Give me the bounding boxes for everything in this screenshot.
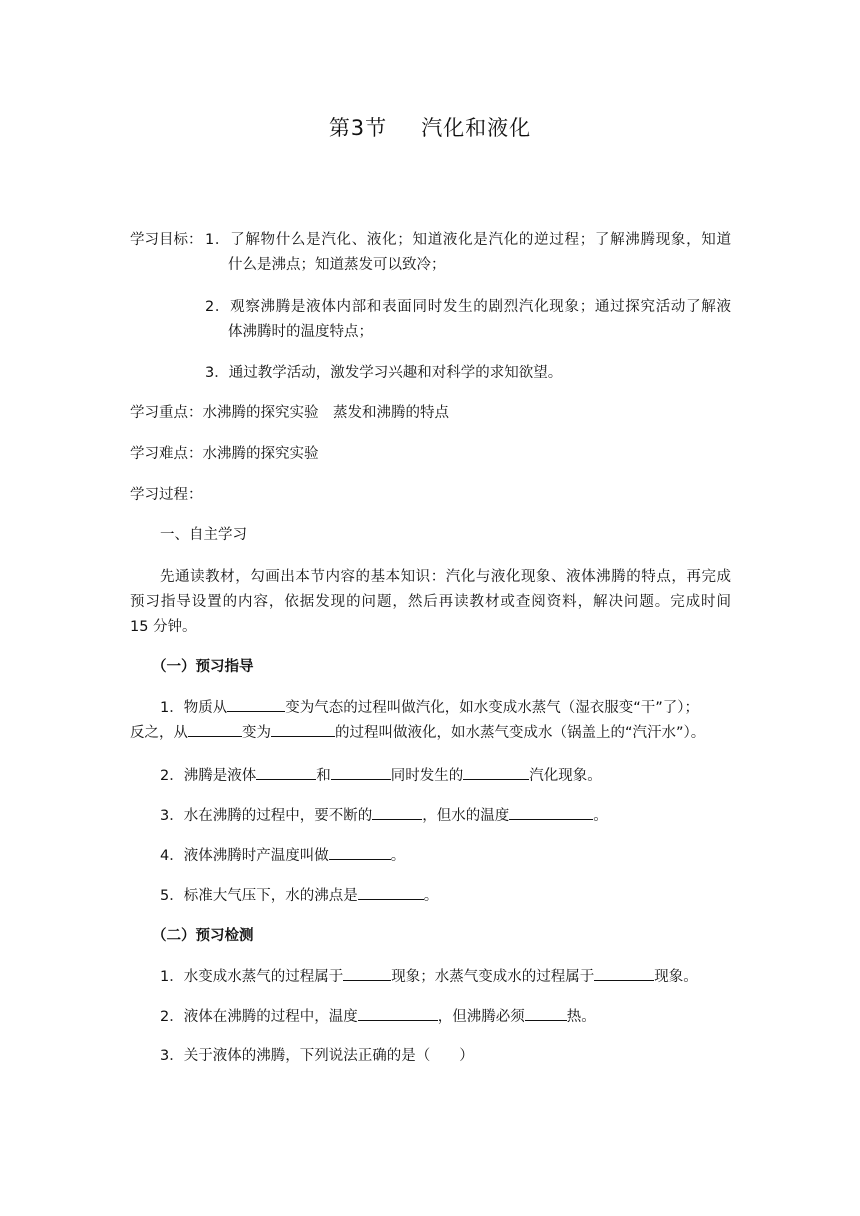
guide-q4: 4．液体沸腾时产温度叫做 。 bbox=[160, 845, 405, 866]
answer-blank[interactable] bbox=[525, 1006, 567, 1021]
answer-blank[interactable] bbox=[331, 765, 391, 780]
section-number: 第3节 bbox=[328, 116, 388, 140]
process-label: 学习过程： bbox=[130, 487, 203, 503]
answer-blank[interactable] bbox=[594, 966, 654, 981]
guide-heading: （一）预习指导 bbox=[152, 659, 254, 675]
page-title bbox=[0, 112, 860, 142]
answer-blank[interactable] bbox=[271, 722, 335, 737]
difficulties: 学习难点：水沸腾的探究实验 bbox=[130, 446, 319, 462]
section-topic: 汽化和液化 bbox=[421, 116, 532, 140]
objective-2-line-1: 2．观察沸腾是液体内部和表面同时发生的剧烈汽化现象；通过探究活动了解液 bbox=[205, 299, 731, 315]
intro-line-1: 先通读教材，勾画出本节内容的基本知识：汽化与液化现象、液体沸腾的特点，再完成 bbox=[160, 569, 731, 585]
answer-blank[interactable] bbox=[188, 722, 242, 737]
answer-blank[interactable] bbox=[358, 885, 424, 900]
guide-q3: 3．水在沸腾的过程中，要不断的 ，但水的温度 。 bbox=[160, 805, 608, 826]
guide-q1-line-1: 1．物质从 变为气态的过程叫做汽化，如水变成水蒸气（湿衣服变“干”了）； bbox=[160, 697, 699, 718]
intro-line-3: 15 分钟。 bbox=[130, 619, 197, 635]
objective-1-line-1: 1．了解物什么是汽化、液化；知道液化是汽化的逆过程；了解沸腾现象，知道 bbox=[205, 232, 731, 248]
answer-blank[interactable] bbox=[256, 765, 316, 780]
check-q1: 1．水变成水蒸气的过程属于 现象；水蒸气变成水的过程属于 现象。 bbox=[160, 966, 698, 987]
intro-line-2: 预习指导设置的内容，依据发现的问题，然后再读教材或查阅资料，解决问题。完成时间 bbox=[130, 594, 731, 610]
check-q2: 2．液体在沸腾的过程中，温度 ，但沸腾必须 热。 bbox=[160, 1006, 596, 1027]
answer-blank[interactable] bbox=[329, 845, 391, 860]
answer-blank[interactable] bbox=[463, 765, 529, 780]
objective-1-line-2: 什么是沸点；知道蒸发可以致冷； bbox=[228, 257, 446, 273]
check-heading: （二）预习检测 bbox=[152, 928, 254, 944]
answer-blank[interactable] bbox=[227, 697, 285, 712]
objective-3: 3．通过教学活动，激发学习兴趣和对科学的求知欲望。 bbox=[205, 365, 563, 381]
answer-blank[interactable] bbox=[343, 966, 391, 981]
guide-q5: 5．标准大气压下，水的沸点是 。 bbox=[160, 885, 438, 906]
guide-q1-line-2: 反之，从 变为 的过程叫做液化，如水蒸气变成水（锅盖上的“汽汗水”）。 bbox=[130, 722, 705, 743]
answer-blank[interactable] bbox=[372, 805, 422, 820]
answer-blank[interactable] bbox=[509, 805, 593, 820]
guide-q2: 2．沸腾是液体 和 同时发生的 汽化现象。 bbox=[160, 765, 602, 786]
answer-blank[interactable] bbox=[358, 1006, 438, 1021]
part1-heading: 一、自主学习 bbox=[160, 527, 247, 543]
key-points: 学习重点：水沸腾的探究实验 蒸发和沸腾的特点 bbox=[130, 405, 449, 421]
check-q3: 3．关于液体的沸腾，下列说法正确的是（ ） bbox=[160, 1048, 474, 1064]
objectives-label: 学习目标： bbox=[130, 232, 203, 248]
objective-2-line-2: 体沸腾时的温度特点； bbox=[228, 324, 373, 340]
